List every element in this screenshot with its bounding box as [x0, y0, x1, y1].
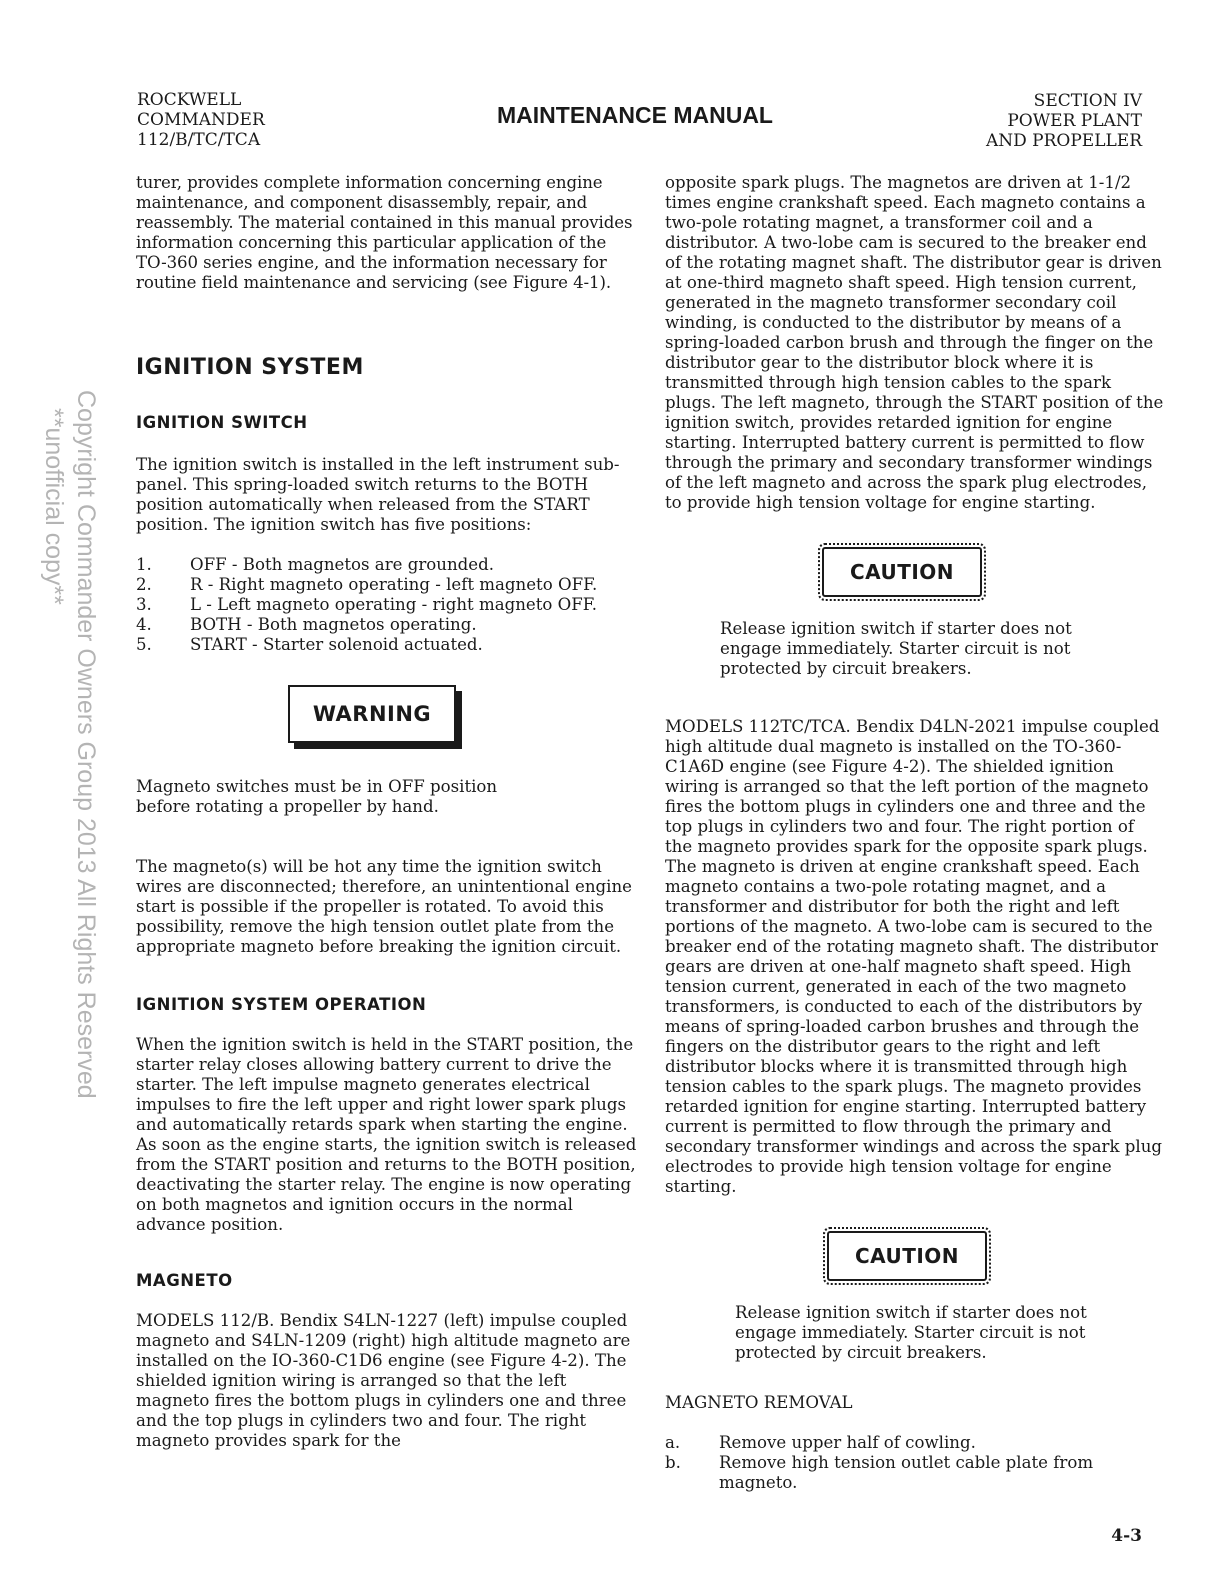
- ignition-switch-heading: IGNITION SWITCH: [136, 413, 308, 432]
- warning-text: Magneto switches must be in OFF position before rotating a propeller by hand.: [136, 777, 498, 816]
- caution-text: Release ignition switch if starter does not engage immediately. Starter circuit is not protected by circuit breakers.: [735, 1303, 1087, 1362]
- header-right-line: SECTION IV: [1033, 91, 1142, 111]
- header-title: MAINTENANCE MANUAL: [497, 102, 773, 128]
- models-112-paragraph: MODELS 112/B. Bendix S4LN-1227 (left) impulse coupled magneto and S4LN-1209 (right) high altitude magneto are installed on the IO-360-C1D6 engine (see Figure 4-2). The shielded ignition wiring is arranged so that the left magneto fires the bottom plugs in cylinders one and three and the top plugs in cylinders two and four. The right magneto provides spark for the: [136, 1311, 631, 1450]
- list-item-text: OFF - Both magnetos are grounded.: [190, 555, 494, 574]
- ignition-operation-heading: IGNITION SYSTEM OPERATION: [136, 995, 427, 1014]
- removal-steps-list: [665, 1433, 1165, 1493]
- list-item: [665, 1433, 1165, 1453]
- header-right-line: AND PROPELLER: [986, 131, 1142, 151]
- list-item-text: R - Right magneto operating - left magneto OFF.: [190, 575, 598, 594]
- list-item: [136, 615, 641, 635]
- list-item: [136, 635, 641, 655]
- magneto-removal-heading: MAGNETO REMOVAL: [665, 1393, 853, 1412]
- list-item-text: Remove upper half of cowling.: [719, 1433, 976, 1452]
- list-item-text: Remove high tension outlet cable plate from magneto.: [719, 1453, 1094, 1492]
- list-item: [136, 595, 641, 615]
- copyright-watermark: [32, 390, 102, 1180]
- caution-label: CAUTION: [854, 1244, 960, 1268]
- warning-box: [288, 685, 456, 743]
- list-item-number: 2.: [136, 575, 152, 594]
- page-number: 4-3: [1111, 1526, 1142, 1546]
- caution-box: [827, 1231, 987, 1281]
- warning-label: WARNING: [312, 702, 432, 726]
- header-left-line: ROCKWELL: [137, 90, 242, 110]
- list-item-text: BOTH - Both magnetos operating.: [190, 615, 477, 634]
- caution-text: Release ignition switch if starter does not engage immediately. Starter circuit is not protected by circuit breakers.: [720, 619, 1072, 678]
- right-column: [665, 173, 1165, 1493]
- header-right: [986, 91, 1142, 151]
- list-item: [665, 1453, 1165, 1493]
- list-item: [136, 555, 641, 575]
- header-left-line: COMMANDER: [137, 110, 265, 130]
- ignition-operation-paragraph: When the ignition switch is held in the START position, the starter relay closes allowing battery current to drive the starter. The left impulse magneto generates electrical impulses to fire the left upper and right lower spark plugs and automatically retards spark when starting the engine. As soon as the engine starts, the ignition switch is released from the START position and returns to the BOTH position, deactivating the starter relay. The engine is now operating on both magnetos and ignition occurs in the normal advance position.: [136, 1035, 637, 1234]
- intro-paragraph: turer, provides complete information concerning engine maintenance, and component disassembly, repair, and reassembly. The material contained in this manual provides information concerning this particular application of the TO-360 series engine, and the information necessary for routine field maintenance and servicing (see Figure 4-1).: [136, 173, 633, 292]
- switch-positions-list: [136, 555, 641, 655]
- list-item-number: 4.: [136, 615, 152, 634]
- watermark-line: Copyright Commander Owners Group 2013 All Rights Reserved: [72, 390, 100, 1099]
- list-item-number: a.: [665, 1433, 681, 1452]
- list-item-text: L - Left magneto operating - right magneto OFF.: [190, 595, 597, 614]
- list-item-number: 5.: [136, 635, 152, 654]
- watermark-line: **unofficial copy**: [40, 408, 68, 605]
- hot-magneto-paragraph: The magneto(s) will be hot any time the ignition switch wires are disconnected; therefore, an unintentional engine start is possible if the propeller is rotated. To avoid this possibility, remove the high tension outlet plate from the appropriate magneto before breaking the ignition circuit.: [136, 857, 632, 956]
- header-left-line: 112/B/TC/TCA: [137, 130, 261, 150]
- ignition-switch-paragraph: The ignition switch is installed in the left instrument sub-panel. This spring-loaded switch returns to the BOTH position automatically when released from the START position. The ignition switch has five positions:: [136, 455, 620, 534]
- magneto-continued-paragraph: opposite spark plugs. The magnetos are driven at 1-1/2 times engine crankshaft speed. Each magneto contains a two-pole rotating magnet, a transformer coil and a distributor. A two-lobe cam is secured to the breaker end of the rotating magnet shaft. The distributor gear is driven at one-third magneto shaft speed. High tension current, generated in the magneto transformer secondary coil winding, is conducted to the distributor by means of a spring-loaded carbon brush and through the finger on the distributor gear to the distributor block where it is transmitted through high tension cables to the spark plugs. The left magneto, through the START position of the ignition switch, provides retarded ignition for engine starting. Interrupted battery current is permitted to flow through the primary and secondary transformer windings of the left magneto and across the spark plug electrodes, to provide high tension voltage for engine starting.: [665, 173, 1164, 512]
- left-column: [136, 173, 641, 1451]
- caution-box: [822, 547, 982, 597]
- list-item-number: b.: [665, 1453, 681, 1472]
- ignition-system-heading: IGNITION SYSTEM: [136, 355, 364, 380]
- list-item-text: START - Starter solenoid actuated.: [190, 635, 483, 654]
- list-item-number: 1.: [136, 555, 152, 574]
- list-item: [136, 575, 641, 595]
- list-item-number: 3.: [136, 595, 152, 614]
- header-right-line: POWER PLANT: [1007, 111, 1142, 131]
- caution-label: CAUTION: [849, 560, 955, 584]
- magneto-heading: MAGNETO: [136, 1271, 233, 1290]
- models-tc-paragraph: MODELS 112TC/TCA. Bendix D4LN-2021 impulse coupled high altitude dual magneto is installed on the TO-360-C1A6D engine (see Figure 4-2). The shielded ignition wiring is arranged so that the left portion of the magneto fires the bottom plugs in cylinders one and three and the top plugs in cylinders two and four. The right portion of the magneto provides spark for the opposite spark plugs. The magneto is driven at engine crankshaft speed. Each magneto contains a two-pole rotating magnet, and a transformer and distributor for both the right and left portions of the magneto. A two-lobe cam is secured to the breaker end of the rotating magneto shaft. The distributor gears are driven at one-half magneto shaft speed. High tension current, generated in each of the two magneto transformers, is conducted to each of the distributors by means of spring-loaded carbon brushes and through the fingers on the distributor gears to the right and left distributor blocks where it is transmitted through high tension cables to the spark plugs. The magneto provides retarded ignition for engine starting. Interrupted battery current is permitted to flow through the primary and secondary transformer windings and across the spark plug electrodes to provide high tension voltage for engine starting.: [665, 717, 1163, 1196]
